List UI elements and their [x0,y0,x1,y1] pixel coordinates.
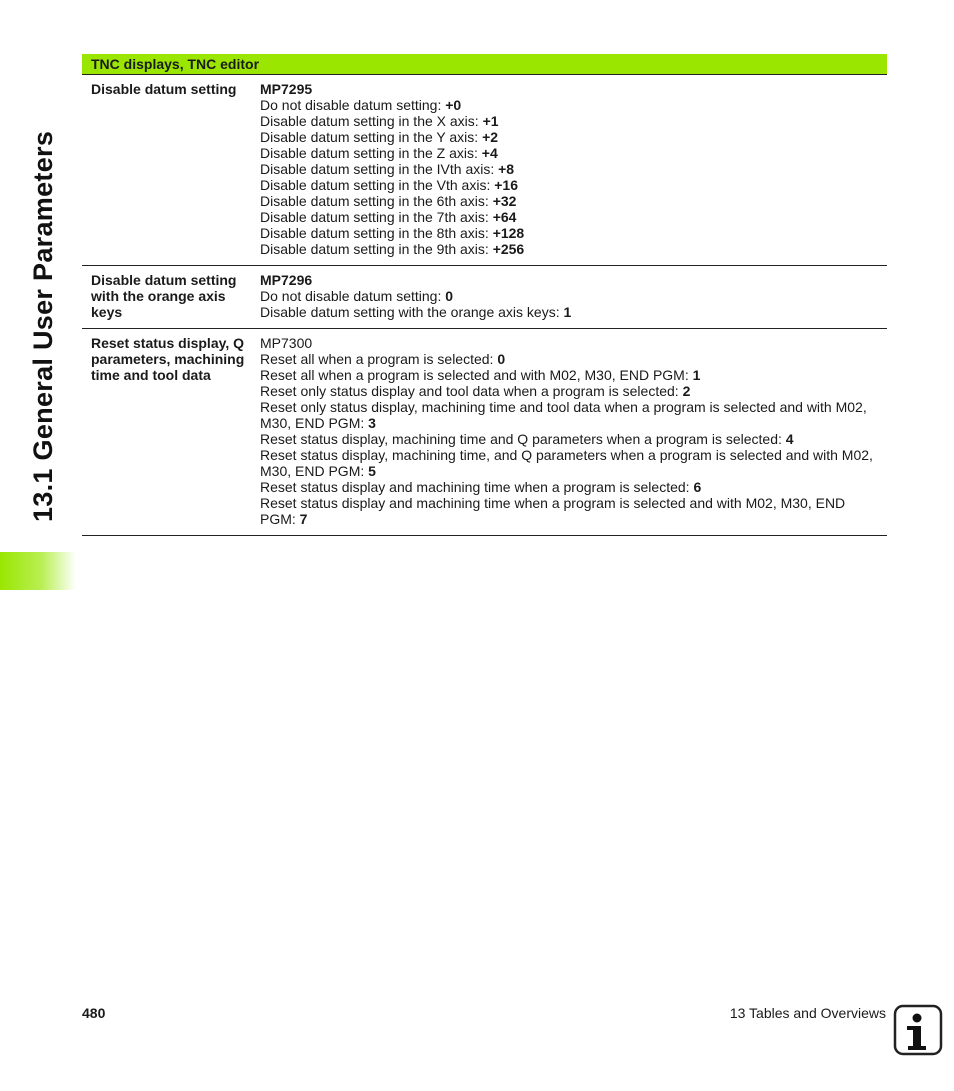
parameter-option [260,431,879,447]
machine-parameter-id: MP7295 [260,81,313,97]
parameter-option [260,97,879,113]
option-value: +0 [445,97,462,113]
option-text: Reset status display, machining time, and Q parameters when a program is selected and with M02, M30, END PGM: [260,447,873,479]
table-row [82,329,887,536]
option-value: 3 [368,415,376,431]
parameter-option [260,161,879,177]
option-text: Disable datum setting in the Vth axis: [260,177,495,193]
option-text: Disable datum setting in the 7th axis: [260,209,493,225]
option-text: Reset status display, machining time and Q parameters when a program is selected: [260,431,786,447]
parameter-option [260,351,879,367]
row-description [260,272,887,320]
option-value: +32 [492,193,517,209]
parameter-option [260,495,879,527]
parameter-option [260,383,879,399]
parameter-option [260,113,879,129]
chapter-tab-marker [0,552,76,590]
parameter-option [260,304,879,320]
side-section-title-text: 13.1 General User Parameters [28,130,58,522]
option-text: Reset all when a program is selected: [260,351,498,367]
option-text: Reset all when a program is selected and with M02, M30, END PGM: [260,367,693,383]
option-text: Disable datum setting in the 9th axis: [260,241,493,257]
row-label: Reset status display, Q parameters, machining time and tool data [91,335,245,383]
option-value: +2 [482,129,499,145]
side-section-title [22,52,62,522]
table-rows [82,75,887,536]
option-text: Disable datum setting with the orange axis keys: [260,304,564,320]
option-value: +128 [492,225,525,241]
option-text: Disable datum setting in the Z axis: [260,145,482,161]
row-description [260,81,887,257]
parameter-option [260,367,879,383]
parameter-option [260,129,879,145]
option-text: Disable datum setting in the 6th axis: [260,193,493,209]
parameter-option [260,288,879,304]
row-label: Disable datum setting with the orange axis keys [91,272,237,320]
option-value: 5 [368,463,376,479]
option-value: 0 [445,288,454,304]
table-row [82,75,887,266]
option-value: +64 [492,209,517,225]
option-value: 2 [682,383,691,399]
option-value: 1 [692,367,701,383]
option-text: Disable datum setting in the IVth axis: [260,161,499,177]
option-text: Reset status display and machining time when a program is selected: [260,479,694,495]
option-value: +16 [494,177,518,193]
parameter-option [260,241,879,257]
option-value: +4 [481,145,498,161]
option-text: Reset status display and machining time when a program is selected and with M02, M30, END PGM: [260,495,846,527]
parameter-option [260,399,879,431]
machine-parameter-id: MP7296 [260,272,313,288]
chapter-title: 13 Tables and Overviews [729,1005,886,1021]
option-value: 7 [299,511,308,527]
option-text: Disable datum setting in the Y axis: [260,129,483,145]
parameter-option [260,447,879,479]
option-text: Do not disable datum setting: [260,97,446,113]
info-icon [893,1004,943,1056]
option-text: Disable datum setting in the 8th axis: [260,225,493,241]
parameter-option [260,209,879,225]
row-label: Disable datum setting [91,81,237,97]
page-number: 480 [82,1005,106,1021]
option-value: 0 [497,351,506,367]
parameter-table [82,54,887,536]
option-value: 6 [693,479,702,495]
option-text: Disable datum setting in the X axis: [260,113,483,129]
option-value: 1 [563,304,572,320]
option-value: +8 [498,161,515,177]
option-text: Reset only status display and tool data when a program is selected: [260,383,683,399]
parameter-option [260,177,879,193]
parameter-option [260,193,879,209]
option-value: +1 [482,113,499,129]
option-value: +256 [492,241,525,257]
parameter-option [260,225,879,241]
parameter-option [260,145,879,161]
row-description [260,335,887,527]
option-text: Do not disable datum setting: [260,288,446,304]
table-header: TNC displays, TNC editor [82,54,887,75]
machine-parameter-id: MP7300 [260,335,313,351]
option-text: Reset only status display, machining time and tool data when a program is selected and with M02, M30, END PGM: [260,399,867,431]
option-value: 4 [785,431,794,447]
table-row [82,266,887,329]
parameter-option [260,479,879,495]
